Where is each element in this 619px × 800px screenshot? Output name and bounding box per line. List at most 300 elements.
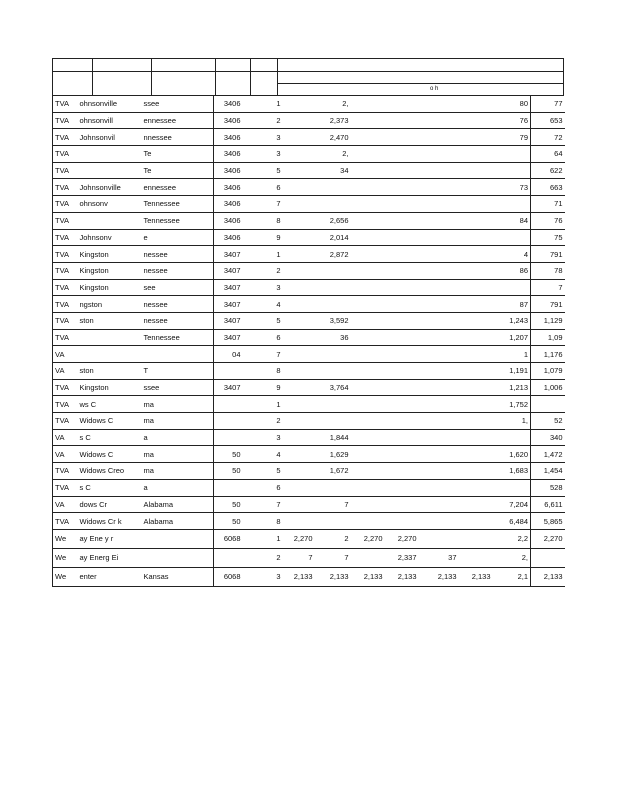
cell-c2 (315, 479, 351, 496)
cell-c6 (459, 329, 493, 346)
cell-id: 50 (214, 463, 243, 480)
cell-c8: 7 (531, 279, 565, 296)
cell-c3 (351, 413, 385, 430)
cell-c1 (283, 179, 315, 196)
table-row (53, 96, 565, 112)
table-row (53, 279, 565, 296)
cell-p: Widows C (78, 413, 142, 430)
cell-c3 (351, 329, 385, 346)
cell-g: 3 (243, 129, 283, 146)
cell-id: 3406 (214, 96, 243, 112)
cell-u: TVA (53, 146, 78, 163)
cell-c5 (419, 129, 459, 146)
cell-p: Kingston (78, 379, 142, 396)
cell-p (78, 146, 142, 163)
cell-c3 (351, 446, 385, 463)
cell-c7: 4 (493, 246, 531, 263)
cell-c2 (315, 262, 351, 279)
cell-g: 6 (243, 329, 283, 346)
cell-c8: 1,454 (531, 463, 565, 480)
cell-c3: 2,133 (351, 567, 385, 586)
cell-u: TVA (53, 329, 78, 346)
cell-c5 (419, 463, 459, 480)
cell-c6 (459, 246, 493, 263)
cell-u: VA (53, 429, 78, 446)
cell-s (142, 529, 214, 548)
cell-c3 (351, 112, 385, 129)
table-row (53, 346, 565, 363)
cell-id: 50 (214, 513, 243, 530)
cell-c8: 76 (531, 212, 565, 229)
cell-c7: 86 (493, 262, 531, 279)
cell-c2: 1,672 (315, 463, 351, 480)
cell-c6 (459, 196, 493, 213)
cell-c5 (419, 196, 459, 213)
cell-c8: 663 (531, 179, 565, 196)
cell-c1 (283, 229, 315, 246)
cell-c2 (315, 179, 351, 196)
cell-c6 (459, 312, 493, 329)
cell-g: 2 (243, 112, 283, 129)
cell-s: ssee (142, 379, 214, 396)
cell-c4 (385, 162, 419, 179)
cell-p: Kingston (78, 262, 142, 279)
table-row (53, 429, 565, 446)
cell-p: Kingston (78, 279, 142, 296)
cell-c7: 1 (493, 346, 531, 363)
cell-c8: 653 (531, 112, 565, 129)
cell-p: ston (78, 363, 142, 380)
cell-c8: 75 (531, 229, 565, 246)
cell-g: 2 (243, 262, 283, 279)
cell-c3 (351, 396, 385, 413)
cell-s: Tennessee (142, 329, 214, 346)
cell-c4 (385, 196, 419, 213)
cell-c6 (459, 396, 493, 413)
cell-c6 (459, 429, 493, 446)
cell-p: Johnsonv (78, 229, 142, 246)
cell-id: 04 (214, 346, 243, 363)
cell-c3 (351, 262, 385, 279)
cell-p: s C (78, 479, 142, 496)
cell-c5 (419, 146, 459, 163)
cell-c5 (419, 279, 459, 296)
cell-c7: 2, (493, 548, 531, 567)
cell-c4: 2,337 (385, 548, 419, 567)
cell-u: We (53, 529, 78, 548)
cell-c1 (283, 379, 315, 396)
cell-c6 (459, 363, 493, 380)
cell-c5 (419, 479, 459, 496)
cell-c5: 2,133 (419, 567, 459, 586)
cell-u: VA (53, 363, 78, 380)
cell-c4 (385, 279, 419, 296)
cell-g: 3 (243, 429, 283, 446)
cell-c8: 340 (531, 429, 565, 446)
cell-u: VA (53, 346, 78, 363)
cell-u: TVA (53, 196, 78, 213)
cell-p: Kingston (78, 246, 142, 263)
cell-g: 8 (243, 212, 283, 229)
cell-c3 (351, 513, 385, 530)
cell-c3 (351, 162, 385, 179)
cell-c2: 2 (315, 529, 351, 548)
cell-g: 7 (243, 346, 283, 363)
cell-id: 3407 (214, 246, 243, 263)
cell-p: Widows Creo (78, 463, 142, 480)
cell-c3 (351, 229, 385, 246)
cell-u: TVA (53, 296, 78, 313)
cell-p: dows Cr (78, 496, 142, 513)
cell-c1 (283, 212, 315, 229)
cell-c2: 2,133 (315, 567, 351, 586)
table-row (53, 312, 565, 329)
table-row (53, 262, 565, 279)
cell-c7: 1, (493, 413, 531, 430)
cell-c5 (419, 379, 459, 396)
cell-c1 (283, 363, 315, 380)
cell-p (78, 346, 142, 363)
cell-c7: 76 (493, 112, 531, 129)
table-row (53, 446, 565, 463)
table-row (53, 112, 565, 129)
cell-c5 (419, 96, 459, 112)
cell-id: 3407 (214, 262, 243, 279)
table-row (53, 179, 565, 196)
cell-id: 3406 (214, 229, 243, 246)
cell-c5 (419, 529, 459, 548)
cell-s: ennessee (142, 112, 214, 129)
cell-c3 (351, 146, 385, 163)
cell-s (142, 346, 214, 363)
cell-c5 (419, 162, 459, 179)
cell-c1 (283, 296, 315, 313)
cell-u: TVA (53, 162, 78, 179)
cell-g: 4 (243, 446, 283, 463)
cell-c3 (351, 279, 385, 296)
cell-u: We (53, 567, 78, 586)
cell-c7: 87 (493, 296, 531, 313)
cell-c3 (351, 129, 385, 146)
cell-id (214, 548, 243, 567)
cell-c4 (385, 212, 419, 229)
cell-g: 5 (243, 312, 283, 329)
cell-c4 (385, 396, 419, 413)
cell-c1 (283, 162, 315, 179)
cell-c8: 2,133 (531, 567, 565, 586)
cell-c6 (459, 212, 493, 229)
cell-c1: 7 (283, 548, 315, 567)
cell-c8: 622 (531, 162, 565, 179)
cell-c1 (283, 196, 315, 213)
cell-s: nessee (142, 296, 214, 313)
cell-c6 (459, 413, 493, 430)
cell-c6 (459, 548, 493, 567)
cell-p (78, 162, 142, 179)
cell-p: ohnsonv (78, 196, 142, 213)
cell-c8: 52 (531, 413, 565, 430)
table-row (53, 379, 565, 396)
cell-id: 50 (214, 496, 243, 513)
cell-p: Widows C (78, 446, 142, 463)
document-page (52, 58, 564, 587)
cell-s: Te (142, 162, 214, 179)
cell-c7: 2,2 (493, 529, 531, 548)
cell-c5 (419, 413, 459, 430)
table-row (53, 396, 565, 413)
cell-c1 (283, 513, 315, 530)
cell-c4 (385, 479, 419, 496)
cell-c3 (351, 346, 385, 363)
table-header (52, 58, 564, 96)
cell-g: 3 (243, 567, 283, 586)
cell-c4 (385, 112, 419, 129)
cell-c8 (531, 548, 565, 567)
cell-c1 (283, 246, 315, 263)
cell-s: ma (142, 396, 214, 413)
cell-u: TVA (53, 96, 78, 112)
cell-id (214, 479, 243, 496)
cell-c1 (283, 479, 315, 496)
cell-id: 3406 (214, 162, 243, 179)
cell-c7: 7,204 (493, 496, 531, 513)
cell-c5 (419, 446, 459, 463)
cell-g: 4 (243, 296, 283, 313)
cell-c4 (385, 496, 419, 513)
cell-c2 (315, 413, 351, 430)
cell-u: VA (53, 496, 78, 513)
cell-c5 (419, 179, 459, 196)
cell-c8: 1,079 (531, 363, 565, 380)
cell-c5 (419, 262, 459, 279)
cell-c2 (315, 513, 351, 530)
cell-c7 (493, 146, 531, 163)
cell-p (78, 212, 142, 229)
cell-c6 (459, 529, 493, 548)
cell-c6 (459, 129, 493, 146)
cell-c6 (459, 112, 493, 129)
cell-c2: 36 (315, 329, 351, 346)
cell-c7: 1,620 (493, 446, 531, 463)
cell-u: TVA (53, 413, 78, 430)
cell-c6 (459, 96, 493, 112)
table-row (53, 296, 565, 313)
cell-c1 (283, 312, 315, 329)
cell-p: s C (78, 429, 142, 446)
cell-c8: 2,270 (531, 529, 565, 548)
cell-c1: 2,133 (283, 567, 315, 586)
cell-id: 6068 (214, 529, 243, 548)
cell-c8: 1,176 (531, 346, 565, 363)
cell-g: 7 (243, 196, 283, 213)
cell-g: 8 (243, 363, 283, 380)
cell-u: TVA (53, 229, 78, 246)
cell-c4 (385, 463, 419, 480)
cell-s: Alabama (142, 513, 214, 530)
cell-p: ws C (78, 396, 142, 413)
cell-p: enter (78, 567, 142, 586)
cell-c3 (351, 96, 385, 112)
cell-c7: 1,213 (493, 379, 531, 396)
cell-g: 5 (243, 162, 283, 179)
cell-s: nnessee (142, 129, 214, 146)
cell-c5 (419, 246, 459, 263)
cell-c2: 7 (315, 548, 351, 567)
cell-c8: 1,129 (531, 312, 565, 329)
cell-s: e (142, 229, 214, 246)
cell-c6 (459, 162, 493, 179)
cell-c1: 2,270 (283, 529, 315, 548)
cell-c7: 1,207 (493, 329, 531, 346)
cell-c3 (351, 246, 385, 263)
cell-c2: 3,764 (315, 379, 351, 396)
cell-s: Alabama (142, 496, 214, 513)
cell-c8: 72 (531, 129, 565, 146)
cell-c2: 2,656 (315, 212, 351, 229)
cell-c3 (351, 463, 385, 480)
cell-id (214, 429, 243, 446)
cell-c1 (283, 496, 315, 513)
cell-c8: 78 (531, 262, 565, 279)
table-row (53, 496, 565, 513)
cell-g: 5 (243, 463, 283, 480)
cell-c1 (283, 146, 315, 163)
cell-c1 (283, 396, 315, 413)
cell-c1 (283, 96, 315, 112)
cell-c2 (315, 296, 351, 313)
cell-c4 (385, 179, 419, 196)
cell-c4 (385, 146, 419, 163)
cell-c1 (283, 446, 315, 463)
cell-c7: 1,683 (493, 463, 531, 480)
table-row (53, 513, 565, 530)
cell-c3 (351, 479, 385, 496)
cell-c2 (315, 279, 351, 296)
cell-id: 3407 (214, 312, 243, 329)
cell-c7: 1,191 (493, 363, 531, 380)
cell-id: 3406 (214, 212, 243, 229)
table-row (53, 529, 565, 548)
cell-c4 (385, 429, 419, 446)
cell-c2: 7 (315, 496, 351, 513)
cell-c7: 1,243 (493, 312, 531, 329)
cell-c3 (351, 548, 385, 567)
cell-c6 (459, 279, 493, 296)
cell-id: 50 (214, 446, 243, 463)
cell-id: 3406 (214, 112, 243, 129)
cell-c4 (385, 379, 419, 396)
cell-p: Widows Cr k (78, 513, 142, 530)
cell-c1 (283, 129, 315, 146)
cell-c5 (419, 396, 459, 413)
cell-c1 (283, 346, 315, 363)
cell-c8: 6,611 (531, 496, 565, 513)
cell-s: T (142, 363, 214, 380)
cell-c6 (459, 346, 493, 363)
cell-g: 1 (243, 396, 283, 413)
cell-s: Tennessee (142, 196, 214, 213)
cell-g: 6 (243, 179, 283, 196)
cell-c3 (351, 429, 385, 446)
cell-c5 (419, 363, 459, 380)
cell-s: Kansas (142, 567, 214, 586)
generation-table (52, 96, 565, 587)
cell-c4 (385, 513, 419, 530)
cell-c8: 77 (531, 96, 565, 112)
cell-c2: 1,844 (315, 429, 351, 446)
cell-c1 (283, 429, 315, 446)
cell-s: nessee (142, 246, 214, 263)
cell-c8: 1,09 (531, 329, 565, 346)
cell-g: 1 (243, 96, 283, 112)
cell-c6 (459, 446, 493, 463)
cell-p (78, 329, 142, 346)
cell-u: TVA (53, 479, 78, 496)
cell-c7 (493, 479, 531, 496)
table-row (53, 129, 565, 146)
cell-c3: 2,270 (351, 529, 385, 548)
cell-c4 (385, 129, 419, 146)
cell-c4 (385, 296, 419, 313)
cell-c5 (419, 112, 459, 129)
cell-s: ma (142, 413, 214, 430)
cell-c3 (351, 179, 385, 196)
cell-c8: 5,865 (531, 513, 565, 530)
cell-c7: 79 (493, 129, 531, 146)
cell-c7: 84 (493, 212, 531, 229)
cell-c8: 71 (531, 196, 565, 213)
cell-c2: 2,014 (315, 229, 351, 246)
cell-c2: 2, (315, 96, 351, 112)
cell-u: TVA (53, 112, 78, 129)
cell-c4 (385, 96, 419, 112)
cell-c3 (351, 379, 385, 396)
cell-c1 (283, 279, 315, 296)
cell-c8 (531, 396, 565, 413)
cell-g: 1 (243, 529, 283, 548)
cell-c6 (459, 296, 493, 313)
cell-c4 (385, 329, 419, 346)
cell-c7: 73 (493, 179, 531, 196)
cell-c8: 791 (531, 296, 565, 313)
cell-c3 (351, 296, 385, 313)
cell-c6 (459, 479, 493, 496)
cell-id: 3407 (214, 296, 243, 313)
cell-s: a (142, 429, 214, 446)
cell-s (142, 548, 214, 567)
table-row (53, 196, 565, 213)
cell-c7: 1,752 (493, 396, 531, 413)
table-row (53, 463, 565, 480)
cell-g: 3 (243, 279, 283, 296)
cell-c2 (315, 363, 351, 380)
cell-c5 (419, 229, 459, 246)
cell-c3 (351, 496, 385, 513)
cell-c8: 64 (531, 146, 565, 163)
table-row (53, 162, 565, 179)
cell-c4 (385, 246, 419, 263)
cell-c4 (385, 262, 419, 279)
table-row (53, 212, 565, 229)
table-row (53, 567, 565, 586)
cell-p: ston (78, 312, 142, 329)
header-fragment: o h (430, 86, 439, 92)
cell-u: TVA (53, 279, 78, 296)
cell-u: VA (53, 446, 78, 463)
cell-c1 (283, 262, 315, 279)
cell-g: 9 (243, 379, 283, 396)
cell-c2: 3,592 (315, 312, 351, 329)
